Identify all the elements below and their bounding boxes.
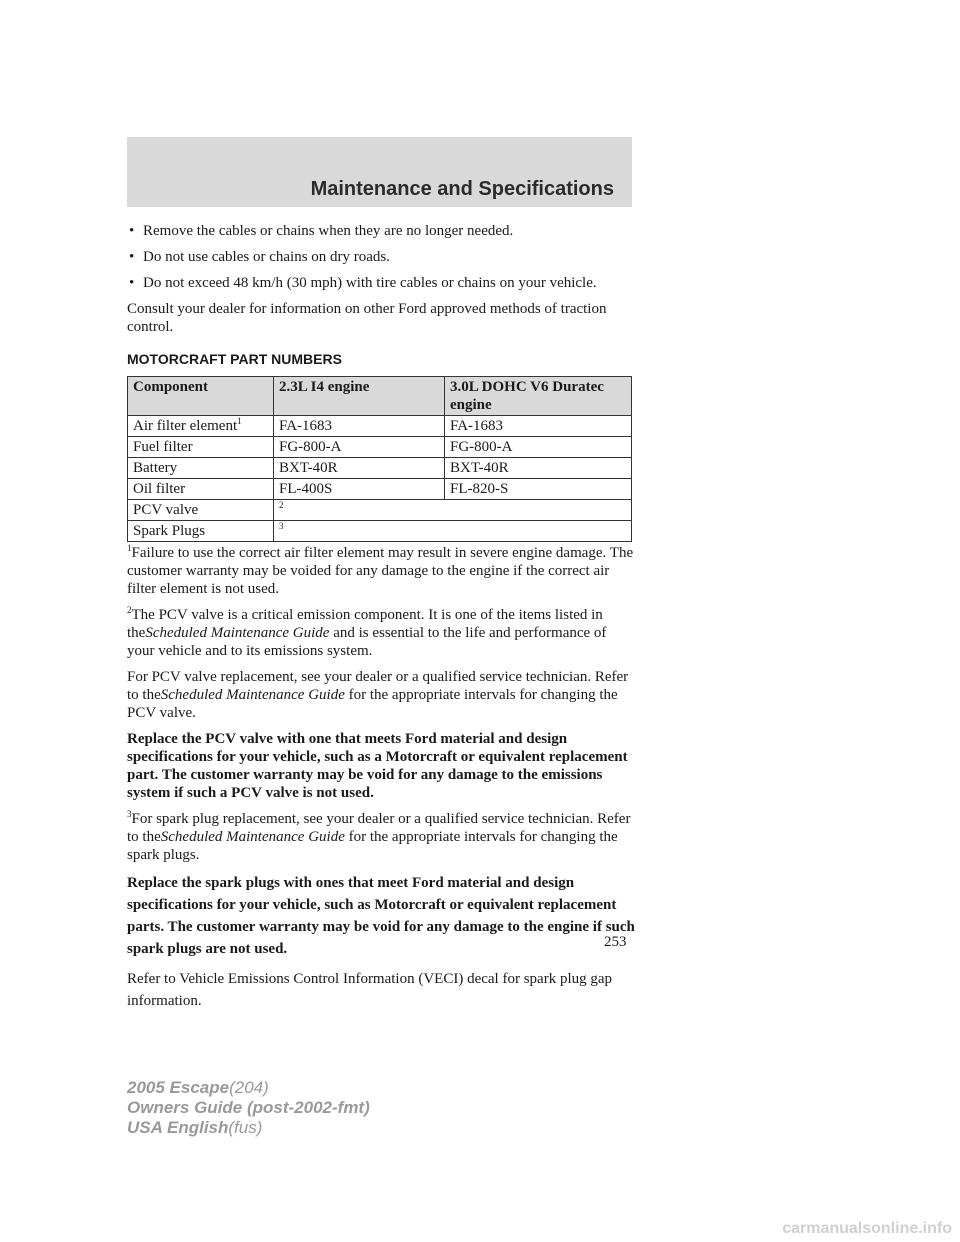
cell-component: PCV valve	[128, 500, 274, 521]
cell-component: Air filter element$^1$	[128, 416, 274, 437]
cell-part-number: FL-820-S	[445, 479, 632, 500]
column-header: Component	[128, 377, 274, 416]
bullet-list	[127, 222, 637, 292]
footnote-ref: 1	[237, 416, 242, 426]
footnote-number: 3	[127, 809, 132, 819]
page-content	[127, 222, 637, 1020]
table-header-row	[128, 377, 632, 416]
veci-paragraph: Refer to Vehicle Emissions Control Information (VECI) decal for spark plug gap information.	[127, 971, 613, 1009]
table-row	[128, 416, 632, 437]
cell-component: Battery	[128, 458, 274, 479]
cell-part-number: FA-1683	[445, 416, 632, 437]
footnote-number: 2	[127, 605, 132, 615]
guide-reference: Scheduled Maintenance Guide	[145, 625, 330, 641]
cell-part-number: FG-800-A	[274, 437, 445, 458]
table-row	[128, 500, 632, 521]
table-row	[128, 479, 632, 500]
document-footer	[127, 1078, 370, 1138]
spark-plug-warning: Replace the spark plugs with ones that meet Ford material and design specifications for your vehicle, such as Motorcraft or equivalent replacement parts. The customer warranty may be void for any damage to the engine if such spark plugs are not used.	[127, 875, 635, 957]
guide-reference: Scheduled Maintenance Guide	[160, 687, 345, 703]
traction-paragraph: Consult your dealer for information on other Ford approved methods of traction control.	[127, 301, 607, 335]
cell-component: Fuel filter	[128, 437, 274, 458]
watermark: carmanualsonline.info	[782, 1220, 952, 1237]
cell-part-number: FL-400S	[274, 479, 445, 500]
bullet-item: • Do not exceed 48 km/h (30 mph) with tire cables or chains on your vehicle.	[127, 274, 637, 292]
footnote-1: $^1$Failure to use the correct air filter element may result in severe engine damage. The customer warranty may be voided for any damage to the engine if the correct air filter element is not used.	[127, 543, 634, 597]
cell-component: Oil filter	[128, 479, 274, 500]
cell-footnote-ref	[274, 500, 632, 521]
section-title: Maintenance and Specifications	[310, 178, 614, 200]
pcv-warning: Replace the PCV valve with one that meets Ford material and design specifications for your vehicle, such as a Motorcraft or equivalent replacement part. The customer warranty may be void for any damage to the emissions system if such a PCV valve is not used.	[127, 731, 628, 801]
footer-line: USA English(fus)	[127, 1118, 263, 1137]
column-header: 2.3L I4 engine	[274, 377, 445, 416]
parts-heading: MOTORCRAFT PART NUMBERS	[127, 351, 342, 367]
footer-line: Owners Guide (post-2002-fmt)	[127, 1098, 370, 1117]
column-header: 3.0L DOHC V6 Duratec engine	[445, 377, 632, 416]
footnote-ref: 3	[279, 521, 284, 531]
cell-component: Spark Plugs	[128, 521, 274, 542]
footnote-number: 1	[127, 543, 132, 553]
section-header-band	[127, 137, 632, 207]
footnote-3: $^3$For spark plug replacement, see your dealer or a qualified service technician. Refer to theScheduled Maintenance Guide for the appropriate intervals for changing the spark plugs.	[127, 809, 631, 863]
cell-part-number: FA-1683	[274, 416, 445, 437]
footnote-ref: 2	[279, 500, 284, 510]
cell-part-number: BXT-40R	[445, 458, 632, 479]
cell-part-number: FG-800-A	[445, 437, 632, 458]
table-row	[128, 437, 632, 458]
bullet-item: • Do not use cables or chains on dry roads.	[127, 248, 637, 266]
pcv-replacement-paragraph: For PCV valve replacement, see your dealer or a qualified service technician. Refer to theScheduled Maintenance Guide for the appropriate intervals for changing the PCV valve.	[127, 669, 629, 721]
parts-table	[127, 376, 632, 542]
table-row	[128, 458, 632, 479]
table-row	[128, 521, 632, 542]
footnote-2: $^2$The PCV valve is a critical emission component. It is one of the items listed in theScheduled Maintenance Guide and is essential to the life and performance of your vehicle and to its emissions system.	[127, 605, 607, 659]
guide-reference: Scheduled Maintenance Guide	[160, 829, 345, 845]
bullet-item: • Remove the cables or chains when they are no longer needed.	[127, 222, 637, 240]
cell-footnote-ref	[274, 521, 632, 542]
page-number: 253	[604, 934, 627, 950]
cell-part-number: BXT-40R	[274, 458, 445, 479]
footer-line: 2005 Escape(204)	[127, 1078, 269, 1097]
